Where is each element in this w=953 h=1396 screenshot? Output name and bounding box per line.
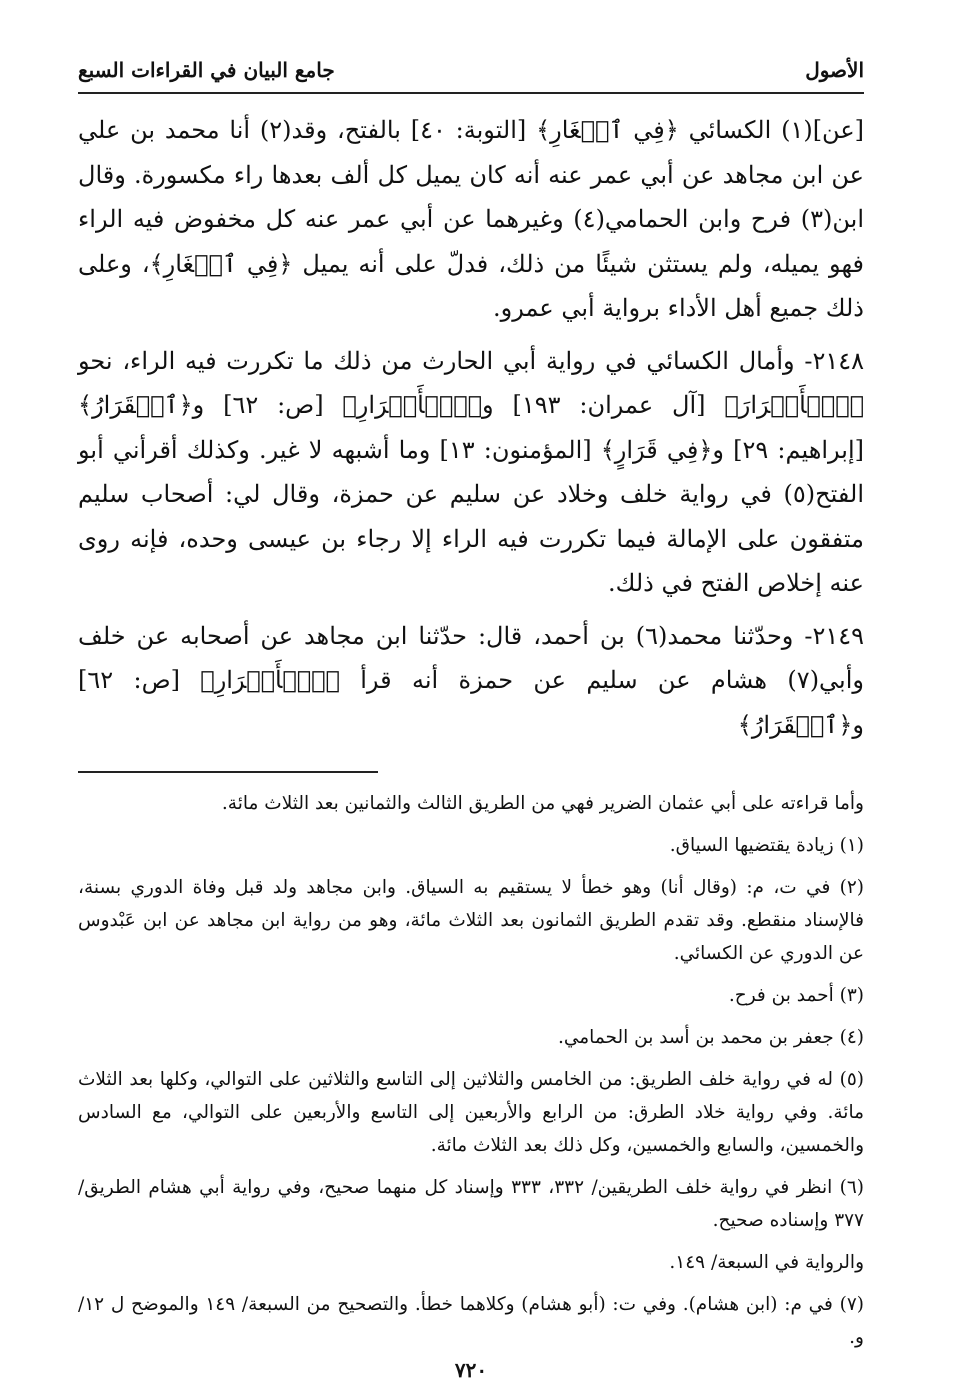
running-header <box>78 52 864 94</box>
section-title: الأصول <box>805 58 864 82</box>
footnote-6-continued: والرواية في السبعة/ ١٤٩. <box>669 1252 864 1273</box>
footnote-7: (٧) في م: (ابن هشام). وفي ت: (أبو هشام) وكلاهما خطأ. والتصحيح من السبعة/ ١٤٩ والموضح ل ١٢/ و. <box>78 1294 865 1348</box>
footnote-2: (٢) في ت، م: (وقال أنا) وهو خطأ لا يستقيم به السياق. وابن مجاهد ولد قبل وفاة الدوري بسنة، فالإسناد منقطع. وقد تقدم الطريق الثمانون بعد الثلاث مائة، وهو من رواية ابن مجاهد عن ابن عَبْدوس عن الدوري عن الكسائي. <box>78 877 864 964</box>
paragraph-intro: [عن](١) الكسائي ﴿فِي ٱلۡغَارِ﴾ [التوبة: ٤٠] بالفتح، وقد(٢) أنا محمد بن علي عن ابن مجاهد عن أبي عمر عنه أنه كان يميل كل ألف بعدها راء مكسورة. وقال ابن(٣) فرح وابن الحمامي(٤) وغيرهما عن أبي عمر عنه كل مخفوض فيه الراء فهو يميله، ولم يستثن شيئًا من ذلك، فدلّ على أنه يميل ﴿فِي ٱلۡغَارِ﴾، وعلى ذلك جميع أهل الأداء برواية أبي عمرو. <box>78 116 865 322</box>
footnote-carryover: وأما قراءته على أبي عثمان الضرير فهي من الطريق الثالث والثمانين بعد الثلاث مائة. <box>221 793 864 814</box>
footnote-5: (٥) له في رواية خلف الطريق: من الخامس والثلاثين إلى التاسع والثلاثين على التوالي، وكلها بعد الثلاث مائة. وفي رواية خلاد الطرق: من الرابع والأربعين إلى التاسع والأربعين على التوالي، مع السادس والخمسين، والسابع والخمسين، وكل ذلك بعد الثلاث مائة. <box>78 1069 864 1156</box>
footnote-4: (٤) جعفر بن محمد بن أسد بن الحمامي. <box>557 1027 864 1048</box>
footnote-1: (١) زيادة يقتضيها السياق. <box>669 835 864 856</box>
book-title: جامع البيان في القراءات السبع <box>78 58 335 82</box>
paragraph-2149: ٢١٤٩- وحدّثنا محمد(٦) بن أحمد، قال: حدّثنا ابن مجاهد عن أصحابه عن خلف وأبي(٧) هشام عن سليم عن حمزة أنه قرأ ﴿ٱلۡأَشۡرَارِ﴾ [ص: ٦٢] و﴿ٱلۡقَرَارُ﴾ <box>78 621 864 739</box>
book-page <box>78 52 864 1382</box>
footnote-3: (٣) أحمد بن فرح. <box>728 985 864 1006</box>
page-number: ٧٢٠ <box>454 1358 488 1382</box>
footnotes <box>78 787 864 1354</box>
paragraph-2148: ٢١٤٨- وأمال الكسائي في رواية أبي الحارث من ذلك ما تكررت فيه الراء، نحو ﴿ٱلۡأَبۡرَارَ﴾ [آل عمران: ١٩٣] و﴿ٱلۡأَشۡرَارِ﴾ [ص: ٦٢] و﴿ٱلۡقَرَارُ﴾ [إبراهيم: ٢٩] و﴿فِي قَرَارٍ﴾ [المؤمنون: ١٣] وما أشبهه لا غير. وكذلك أقرأني أبو الفتح(٥) في رواية خلف وخلاد عن سليم عن حمزة، وقال لي: أصحاب سليم متفقون على الإمالة فيما تكررت فيه الراء إلا رجاء بن عيسى وحده، فإنه روى عنه إخلاص الفتح في ذلك. <box>78 346 865 597</box>
footnote-6: (٦) انظر في رواية خلف الطريقين/ ٣٣٢، ٣٣٣ وإسناد كل منهما صحيح، وفي رواية أبي هشام الطريق/ ٣٧٧ وإسناده صحيح. <box>78 1177 865 1231</box>
main-text <box>78 108 864 747</box>
footnote-separator <box>78 771 378 773</box>
